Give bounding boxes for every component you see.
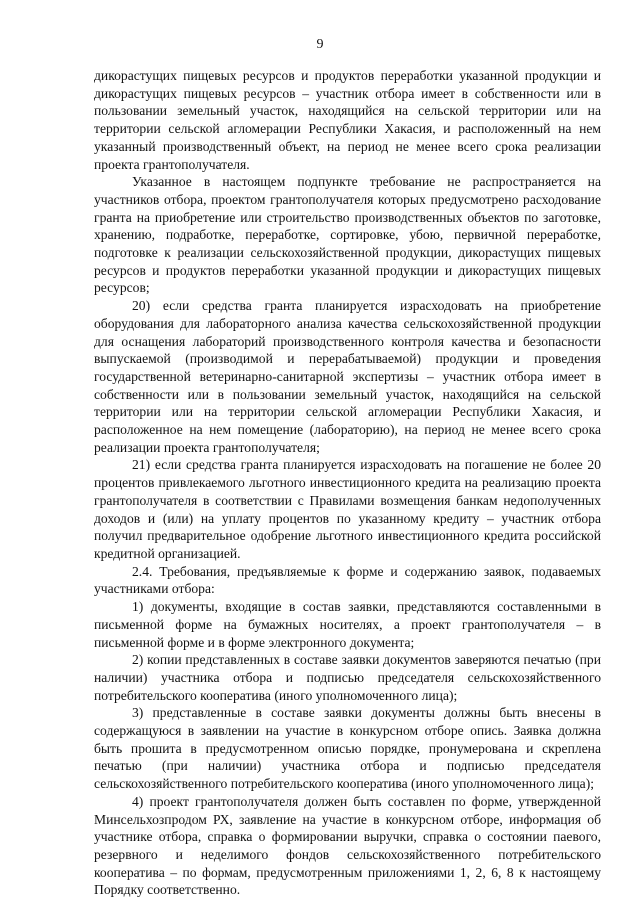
paragraph-6: 1) документы, входящие в состав заявки, представляются составленными в письменной форме на бумажных носителях, а проект грантополучателя – в письменной форме и в форме электронного документа; xyxy=(94,599,601,650)
document-body xyxy=(94,67,601,899)
paragraph-5: 2.4. Требования, предъявляемые к форме и содержанию заявок, подаваемых участниками отбора: xyxy=(94,563,601,597)
paragraph-9: 4) проект грантополучателя должен быть составлен по форме, утвержденной Минсельхозпродом РХ, заявление на участие в конкурсном отборе, информация об участнике отбора, справка о формировании выручки, справка о состоянии паевого, резервного и неделимого фондов сельскохозяйственного потребительского кооператива – по формам, предусмотренным приложениями 1, 2, 6, 8 к настоящему Порядку соответственно. xyxy=(94,793,601,898)
paragraph-1: дикорастущих пищевых ресурсов и продуктов переработки указанной продукции и дикорастущих пищевых ресурсов – участник отбора имеет в собственности или в пользовании земельный участок, находящийся на сельской территории или на территории сельской агломерации Республики Хакасия, и расположенный на нем указанный производственный объект, на период не менее всего срока реализации проекта грантополучателя. xyxy=(94,68,601,172)
page-number: 9 xyxy=(316,37,324,52)
paragraph-3: 20) если средства гранта планируется израсходовать на приобретение оборудования для лабораторного анализа качества сельскохозяйственной продукции для оснащения лабораторий производственного контроля качества и безопасности выпускаемой (производимой и перерабатываемой) продукции и проведения государственной ветеринарно-санитарной экспертизы – участник отбора имеет в собственности или в пользовании земельный участок, находящийся на сельской территории или на территории сельской агломерации Республики Хакасия, и расположенное на нем помещение (лабораторию), на период не менее всего срока реализации проекта грантополучателя; xyxy=(94,298,601,455)
paragraph-4: 21) если средства гранта планируется израсходовать на погашение не более 20 процентов привлекаемого льготного инвестиционного кредита на реализацию проекта грантополучателя в соответствии с Правилами возмещения банкам недополученных доходов и (или) на уплату процентов по указанному кредиту – участник отбора получил предварительное одобрение льготного инвестиционного кредита российской кредитной организацией. xyxy=(94,457,601,561)
paragraph-2: Указанное в настоящем подпункте требование не распространяется на участников отбора, проектом грантополучателя которых предусмотрено расходование гранта на приобретение или строительство производственных объектов по заготовке, хранению, подработке, переработке, сортировке, убою, первичной переработке, подготовке к реализации сельскохозяйственной продукции, дикорастущих пищевых ресурсов и продуктов переработки указанной продукции и дикорастущих пищевых ресурсов; xyxy=(94,174,601,296)
paragraph-8: 3) представленные в составе заявки документы должны быть внесены в содержащуюся в заявлении на участие в конкурсном отборе опись. Заявка должна быть прошита в предусмотренном описью порядке, пронумерована и скреплена печатью (при наличии) участника отбора и подписью председателя сельскохозяйственного потребительского кооператива (иного уполномоченного лица); xyxy=(94,705,601,792)
paragraph-7: 2) копии представленных в составе заявки документов заверяются печатью (при наличии) участника отбора и подписью председателя сельскохозяйственного потребительского кооператива (иного уполномоченного лица); xyxy=(94,652,601,703)
